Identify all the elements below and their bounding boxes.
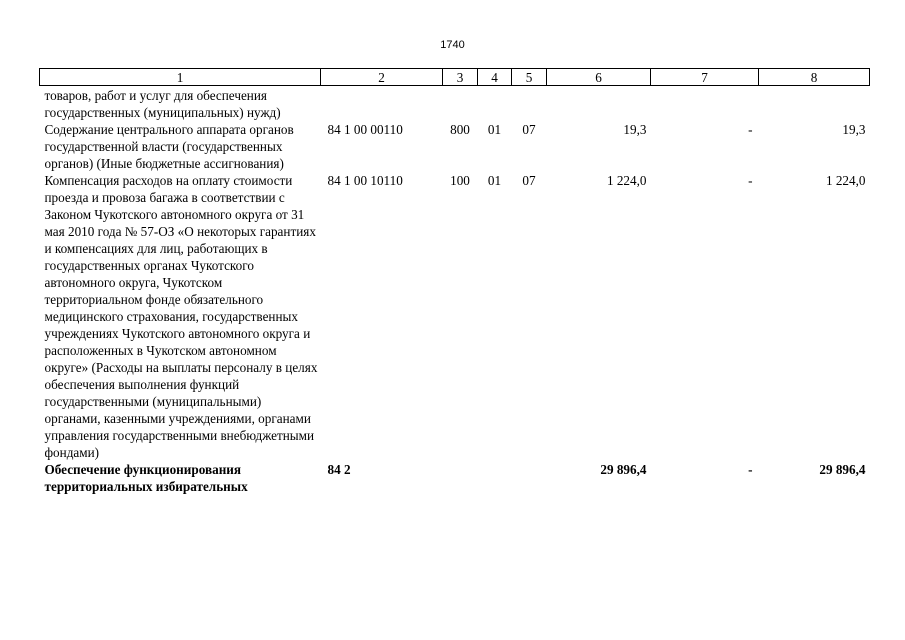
- row-rz: [478, 461, 512, 495]
- table-row: [40, 86, 870, 122]
- table-row: [40, 121, 870, 172]
- row-code: [321, 86, 443, 122]
- row-sum-3: [759, 86, 870, 122]
- row-rz: 01: [487, 173, 502, 188]
- row-vr: 100: [450, 173, 470, 188]
- column-header-4: 4: [478, 69, 512, 86]
- column-header-6: 6: [547, 69, 651, 86]
- row-sum-1: 19,3: [623, 122, 647, 137]
- row-sum-3: 1 224,0: [825, 173, 866, 188]
- row-sum-2: [651, 86, 759, 122]
- row-vr: 800: [450, 122, 470, 137]
- row-pr: [512, 461, 547, 495]
- column-header-1: 1: [40, 69, 321, 86]
- budget-table: [39, 68, 870, 495]
- column-header-3: 3: [443, 69, 478, 86]
- row-pr: 07: [522, 173, 536, 188]
- row-sum-3: 19,3: [842, 122, 866, 137]
- row-name: Обеспечение функционирования территориальных избирательных: [44, 462, 248, 494]
- row-pr: [512, 86, 547, 122]
- column-header-5: 5: [512, 69, 547, 86]
- row-vr: [443, 86, 478, 122]
- column-header-8: 8: [759, 69, 870, 86]
- row-code: 84 1 00 10110: [327, 173, 403, 188]
- column-header-7: 7: [651, 69, 759, 86]
- row-sum-2: -: [748, 462, 753, 477]
- row-name: товаров, работ и услуг для обеспечения государственных (муниципальных) нужд): [44, 88, 281, 120]
- row-sum-1: 29 896,4: [600, 462, 647, 477]
- row-sum-1: [547, 86, 651, 122]
- page-number: 1740: [440, 39, 465, 51]
- row-sum-3: 29 896,4: [819, 462, 866, 477]
- row-code: 84 2: [327, 462, 351, 477]
- row-rz: 01: [487, 122, 502, 137]
- row-code: 84 1 00 00110: [327, 122, 403, 137]
- row-name: Содержание центрального аппарата органов государственной власти (государственных органов) (Иные бюджетные ассигнования): [44, 122, 294, 171]
- table-row: [40, 172, 870, 461]
- column-number-header: [40, 69, 870, 86]
- row-pr: 07: [522, 122, 536, 137]
- row-sum-2: -: [748, 173, 753, 188]
- row-name: Компенсация расходов на оплату стоимости проезда и провоза багажа в соответствии с Законом Чукотского автономного округа от 31 мая 2010 года № 57-ОЗ «О некоторых гарантиях и компенсациях для лиц, работающих в государственных органах Чукотского автономного округа, Чукотском территориальном фонде обязательного медицинского страхования, государственных учреждениях Чукотского автономного округа и расположенных в Чукотском автономном округе» (Расходы на выплаты персоналу в целях обеспечения выполнения функций государственными (муниципальными) органами, казенными учреждениями, органами управления государственными внебюджетными фондами): [44, 173, 318, 460]
- row-vr: [443, 461, 478, 495]
- row-rz: [478, 86, 512, 122]
- row-sum-1: 1 224,0: [606, 173, 647, 188]
- table-row: [40, 461, 870, 495]
- column-header-2: 2: [321, 69, 443, 86]
- row-sum-2: -: [748, 122, 753, 137]
